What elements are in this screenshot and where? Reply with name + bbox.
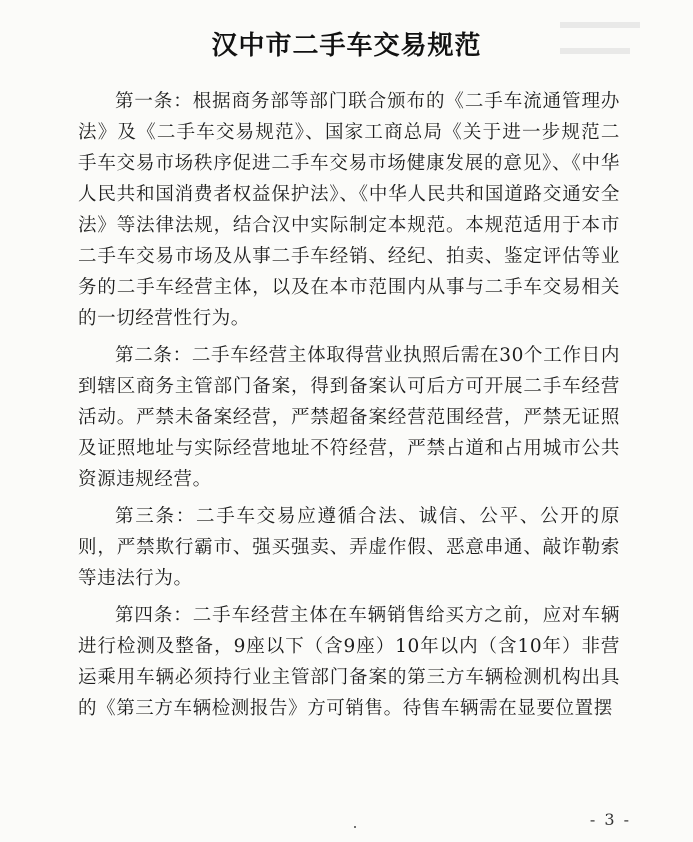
page-number: - 3 -	[589, 810, 631, 829]
article-3: 第三条：二手车交易应遵循合法、诚信、公平、公开的原则，严禁欺行霸市、强买强卖、弄虚作假、恶意串通、敲诈勒索等违法行为。	[78, 506, 620, 589]
document-title: 汉中市二手车交易规范	[211, 31, 482, 62]
scan-speck	[354, 826, 356, 828]
article-4: 第四条：二手车经营主体在车辆销售给买方之前，应对车辆进行检测及整备，9座以下（含9座）10年以内（含10年）非营运乘用车辆必须持行业主管部门备案的第三方车辆检测机构出具的《第三方车辆检测报告》方可销售。待售车辆需在显要位置摆	[78, 605, 620, 719]
article-1: 第一条：根据商务部等部门联合颁布的《二手车流通管理办法》及《二手车交易规范》、国家工商总局《关于进一步规范二手车交易市场秩序促进二手车交易市场健康发展的意见》、《中华人民共和国消费者权益保护法》、《中华人民共和国道路交通安全法》等法律法规，结合汉中实际制定本规范。本规范适用于本市二手车交易市场及从事二手车经销、经纪、拍卖、鉴定评估等业务的二手车经营主体，以及在本市范围内从事与二手车交易相关的一切经营性行为。	[78, 91, 620, 329]
article-2: 第二条：二手车经营主体取得营业执照后需在30个工作日内到辖区商务主管部门备案，得到备案认可后方可开展二手车经营活动。严禁未备案经营，严禁超备案经营范围经营，严禁无证照及证照地址与实际经营地址不符经营，严禁占道和占用城市公共资源违规经营。	[78, 345, 620, 490]
document-body	[78, 86, 620, 730]
